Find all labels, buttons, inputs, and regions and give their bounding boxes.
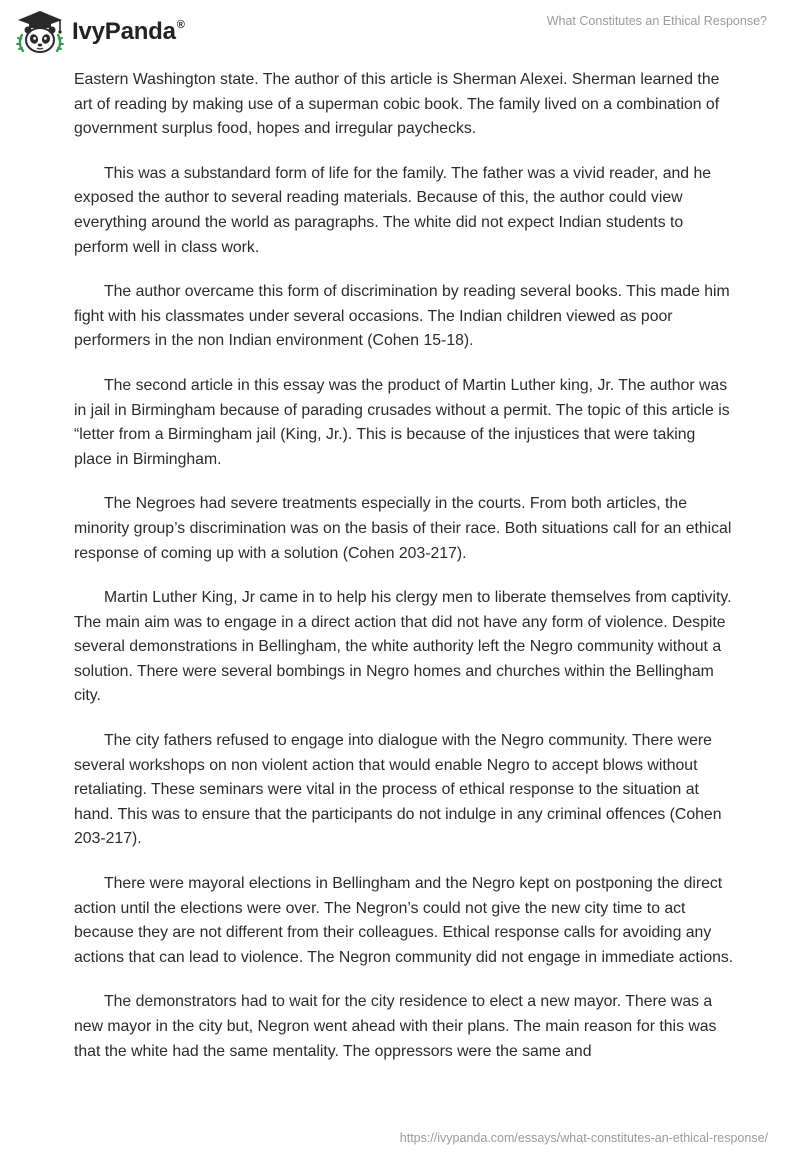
paragraph: There were mayoral elections in Bellingham and the Negro kept on postponing the direct action until the elections were over. The Negron’s could not give the new city time to act because they are not different from their colleagues. Ethical response calls for avoiding any actions that can lead to violence. The Negron community did not engage in immediate actions. [74,875,734,966]
document-title: What Constitutes an Ethical Response? [546,14,767,28]
paragraph: The Negroes had severe treatments especially in the courts. From both articles, the minority group’s discrimination was on the basis of their race. Both situations call for an ethical response of coming up with a solution (Cohen 203-217). [74,495,732,562]
paragraph: This was a substandard form of life for the family. The father was a vivid reader, and he exposed the author to several reading materials. Because of this, the author could view everything around the world as paragraphs. The white did not expect Indian students to perform well in class work. [74,164,712,256]
brand-logo[interactable] [16,9,185,55]
essay-body [74,68,734,1084]
paragraph: Eastern Washington state. The author of this article is Sherman Alexei. Sherman learned the art of reading by making use of a superman cobic book. The family lived on a combination of government surplus food, hopes and irregular paychecks. [74,71,720,138]
paragraph: The author overcame this form of discrimination by reading several books. This made him fight with his classmates under several occasions. The Indian children viewed as poor performers in the non Indian environment (Cohen 15-18). [74,283,730,350]
paragraph: The second article in this essay was the product of Martin Luther king, Jr. The author was in jail in Birmingham because of parading crusades without a permit. The topic of this article is “letter from a Birmingham jail (King, Jr.). This is because of the injustices that were taking place in Birmingham. [74,376,730,468]
page-header [0,0,800,66]
panda-graduate-logo-icon [16,9,64,55]
paragraph: The city fathers refused to engage into dialogue with the Negro community. There were several workshops on non violent action that would enable Negro to accept blows without retaliating. These seminars were vital in the process of ethical response to the situation at hand. This was to ensure that the participants do not indulge in any criminal offences (Cohen 203-217). [74,732,722,848]
brand-name: IvyPanda® [72,18,185,45]
registered-mark: ® [176,19,185,31]
paragraph: Martin Luther King, Jr came in to help his clergy men to liberate themselves from captivity. The main aim was to engage in a direct action that did not have any form of violence. Despite several demonstrations in Bellingham, the white authority left the Negro community without a solution. There were several bombings in Negro homes and churches within the Bellingham city. [74,589,732,705]
source-url[interactable]: https://ivypanda.com/essays/what-constitutes-an-ethical-response/ [399,1131,768,1145]
paragraph: The demonstrators had to wait for the city residence to elect a new mayor. There was a new mayor in the city but, Negron went ahead with their plans. The main reason for this was that the white had the same mentality. The oppressors were the same and [74,993,717,1060]
